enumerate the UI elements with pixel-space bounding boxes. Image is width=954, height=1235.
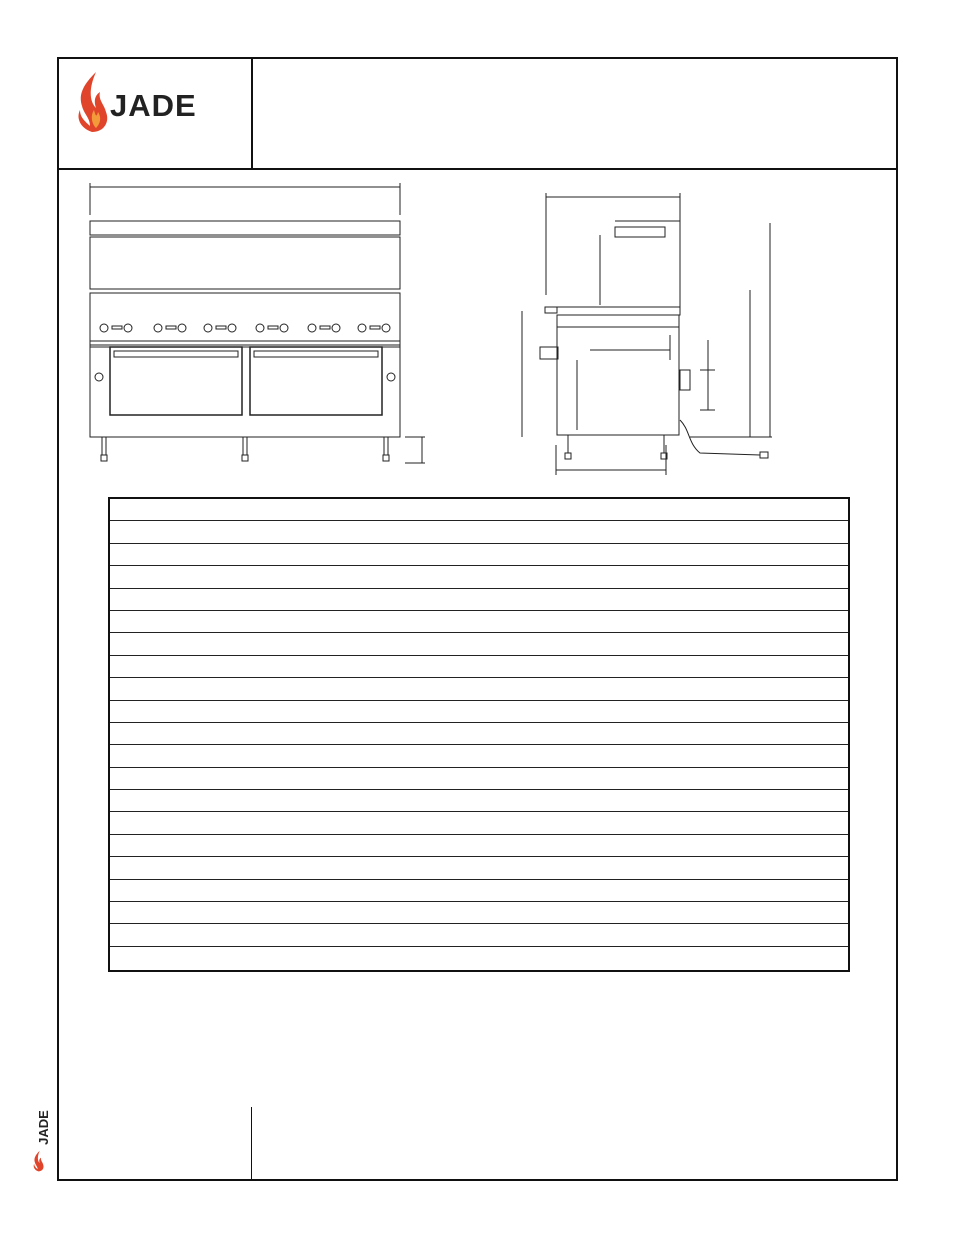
- table-row: [110, 745, 848, 767]
- table-row: [110, 857, 848, 879]
- table-row: [110, 701, 848, 723]
- table-row: [110, 924, 848, 946]
- table-row: [110, 656, 848, 678]
- table-row: [110, 835, 848, 857]
- table-row: [110, 589, 848, 611]
- table-row: [110, 790, 848, 812]
- table-row: [110, 544, 848, 566]
- oven-doors: [95, 347, 395, 415]
- side-brand-name: JADE: [35, 1110, 51, 1145]
- header-divider: [57, 168, 898, 170]
- table-row: [110, 947, 848, 969]
- specification-table: [108, 497, 850, 972]
- table-row: [110, 812, 848, 834]
- footer-divider: [251, 1107, 252, 1181]
- table-row: [110, 723, 848, 745]
- control-knobs: [100, 324, 390, 332]
- brand-logo: [74, 70, 224, 134]
- flame-icon: [74, 70, 114, 134]
- brand-name: JADE: [110, 88, 197, 123]
- table-row: [110, 633, 848, 655]
- table-row: [110, 902, 848, 924]
- legs: [101, 437, 389, 461]
- front-view: [90, 183, 425, 463]
- table-row: [110, 521, 848, 543]
- side-view: [522, 193, 772, 475]
- table-row: [110, 566, 848, 588]
- table-row: [110, 499, 848, 521]
- table-row: [110, 611, 848, 633]
- header-vertical-divider: [251, 57, 253, 169]
- table-row: [110, 678, 848, 700]
- side-brand-logo: [28, 1110, 52, 1170]
- table-row: [110, 880, 848, 902]
- flame-icon: [32, 1150, 46, 1172]
- table-row: [110, 768, 848, 790]
- product-line-drawing: [60, 175, 890, 485]
